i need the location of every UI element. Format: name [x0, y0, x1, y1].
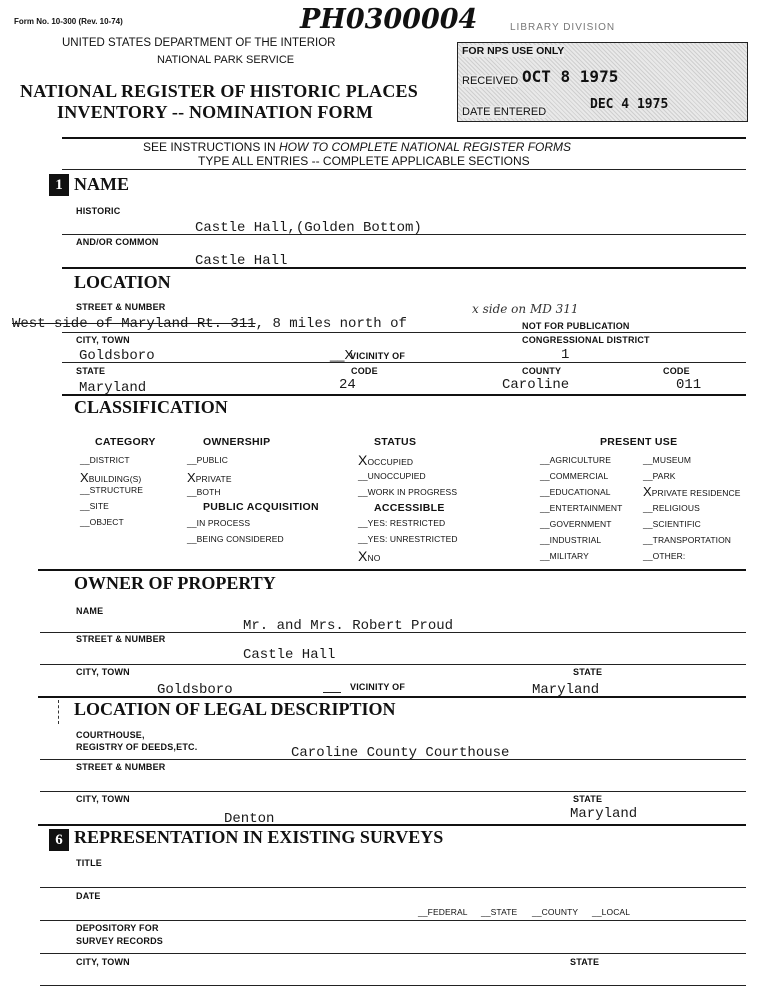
- street-value[interactable]: West side of Maryland Rt. 311, 8 miles north of: [12, 316, 407, 332]
- vicinity-label: VICINITY OF: [350, 351, 406, 361]
- legal-state-label: STATE: [573, 794, 603, 804]
- depository-label-1: DEPOSITORY FOR: [76, 923, 159, 933]
- code-value[interactable]: 24: [339, 377, 356, 393]
- common-value[interactable]: Castle Hall: [195, 253, 288, 269]
- use-transportation[interactable]: __TRANSPORTATION: [643, 535, 732, 545]
- owner-header: OWNER OF PROPERTY: [74, 573, 276, 593]
- location-header: LOCATION: [74, 272, 171, 292]
- accessible-no[interactable]: XNO: [358, 548, 381, 564]
- legal-city-value[interactable]: Denton: [224, 811, 275, 827]
- accessible-unrestricted[interactable]: __YES: UNRESTRICTED: [358, 534, 458, 544]
- survey-city-label: CITY, TOWN: [76, 957, 130, 967]
- public-acquisition-heading: PUBLIC ACQUISITION: [203, 501, 319, 513]
- use-religious[interactable]: __RELIGIOUS: [643, 503, 700, 513]
- code2-label: CODE: [663, 366, 690, 376]
- form-title-line2: INVENTORY -- NOMINATION FORM: [57, 102, 374, 122]
- historic-label: HISTORIC: [76, 206, 121, 216]
- ownership-public[interactable]: __PUBLIC: [187, 455, 228, 465]
- district-value[interactable]: 1: [561, 347, 570, 363]
- owner-city-value[interactable]: Goldsboro: [157, 682, 233, 698]
- city-value[interactable]: Goldsboro: [79, 348, 155, 364]
- street-label: STREET & NUMBER: [76, 302, 166, 312]
- department: UNITED STATES DEPARTMENT OF THE INTERIOR: [62, 37, 336, 49]
- form-title-line1: NATIONAL REGISTER OF HISTORIC PLACES: [20, 81, 418, 101]
- county-value[interactable]: Caroline: [502, 377, 570, 393]
- survey-date-label: DATE: [76, 891, 101, 901]
- owner-city-label: CITY, TOWN: [76, 667, 130, 677]
- owner-state-value[interactable]: Maryland: [532, 682, 600, 698]
- category-district[interactable]: __DISTRICT: [80, 455, 130, 465]
- legal-state-value[interactable]: Maryland: [570, 806, 638, 822]
- use-other[interactable]: __OTHER:: [643, 551, 686, 561]
- code2-value[interactable]: 011: [676, 377, 702, 393]
- received-value: OCT 8 1975: [522, 67, 619, 86]
- legal-city-label: CITY, TOWN: [76, 794, 130, 804]
- status-occupied[interactable]: XOCCUPIED: [358, 452, 414, 468]
- legal-header: LOCATION OF LEGAL DESCRIPTION: [74, 699, 396, 719]
- section-badge-1: 1: [49, 174, 69, 196]
- county-label: COUNTY: [522, 366, 562, 376]
- ownership-both[interactable]: __BOTH: [187, 487, 221, 497]
- survey-state-label: STATE: [570, 957, 600, 967]
- handwritten-id: PH0300004: [300, 4, 478, 35]
- use-agriculture[interactable]: __AGRICULTURE: [540, 455, 612, 465]
- district-label: CONGRESSIONAL DISTRICT: [522, 335, 650, 345]
- ownership-heading: OWNERSHIP: [203, 436, 271, 448]
- instructions-line1: SEE INSTRUCTIONS IN HOW TO COMPLETE NATIONAL REGISTER FORMS: [143, 140, 572, 154]
- acquisition-in-process[interactable]: __IN PROCESS: [187, 518, 251, 528]
- use-scientific[interactable]: __SCIENTIFIC: [643, 519, 701, 529]
- owner-street-label: STREET & NUMBER: [76, 634, 166, 644]
- classification-header: CLASSIFICATION: [74, 397, 228, 417]
- state-value[interactable]: Maryland: [79, 380, 147, 396]
- city-label: CITY, TOWN: [76, 335, 130, 345]
- acquisition-being-considered[interactable]: __BEING CONSIDERED: [187, 534, 284, 544]
- category-site[interactable]: __SITE: [80, 501, 109, 511]
- ownership-private[interactable]: XPRIVATE: [187, 470, 232, 485]
- use-entertainment[interactable]: __ENTERTAINMENT: [540, 503, 623, 513]
- depository-label-2: SURVEY RECORDS: [76, 936, 163, 946]
- street-handwritten: x side on MD 311: [472, 302, 579, 316]
- form-number: Form No. 10-300 (Rev. 10-74): [14, 17, 123, 26]
- use-industrial[interactable]: __INDUSTRIAL: [540, 535, 602, 545]
- date-entered-value: DEC 4 1975: [590, 97, 669, 112]
- survey-county[interactable]: __COUNTY: [532, 907, 579, 917]
- survey-state[interactable]: __STATE: [481, 907, 518, 917]
- surveys-header: REPRESENTATION IN EXISTING SURVEYS: [74, 827, 444, 847]
- category-object[interactable]: __OBJECT: [80, 517, 124, 527]
- date-entered-label: DATE ENTERED: [462, 106, 547, 118]
- historic-value[interactable]: Castle Hall,(Golden Bottom): [195, 220, 422, 236]
- owner-name-label: NAME: [76, 606, 104, 616]
- category-buildings[interactable]: XBUILDING(S): [80, 470, 142, 485]
- name-header: NAME: [74, 174, 129, 194]
- nps-box-label: FOR NPS USE ONLY: [462, 45, 565, 57]
- not-for-publication-label: NOT FOR PUBLICATION: [522, 321, 630, 331]
- use-government[interactable]: __GOVERNMENT: [540, 519, 612, 529]
- owner-street-value[interactable]: Castle Hall: [243, 647, 336, 663]
- received-label: RECEIVED: [462, 75, 519, 87]
- use-museum[interactable]: __MUSEUM: [643, 455, 692, 465]
- common-label: AND/OR COMMON: [76, 237, 159, 247]
- code-label: CODE: [351, 366, 378, 376]
- courthouse-value[interactable]: Caroline County Courthouse: [291, 745, 510, 761]
- status-unoccupied[interactable]: __UNOCCUPIED: [358, 471, 426, 481]
- legal-street-label: STREET & NUMBER: [76, 762, 166, 772]
- survey-federal[interactable]: __FEDERAL: [418, 907, 468, 917]
- use-private-residence[interactable]: XPRIVATE RESIDENCE: [643, 484, 741, 499]
- present-use-heading: PRESENT USE: [600, 436, 678, 448]
- use-commercial[interactable]: __COMMERCIAL: [540, 471, 609, 481]
- accessible-restricted[interactable]: __YES: RESTRICTED: [358, 518, 446, 528]
- instructions-line2: TYPE ALL ENTRIES -- COMPLETE APPLICABLE SECTIONS: [198, 154, 530, 168]
- owner-vicinity-label: VICINITY OF: [350, 682, 406, 692]
- library-stamp: LIBRARY DIVISION: [510, 22, 616, 33]
- nps-use-box: [457, 42, 748, 122]
- state-label: STATE: [76, 366, 106, 376]
- category-heading: CATEGORY: [95, 436, 156, 448]
- use-park[interactable]: __PARK: [643, 471, 676, 481]
- accessible-heading: ACCESSIBLE: [374, 502, 445, 514]
- courthouse-label-2: REGISTRY OF DEEDS,ETC.: [76, 742, 198, 752]
- status-work-in-progress[interactable]: __WORK IN PROGRESS: [358, 487, 458, 497]
- status-heading: STATUS: [374, 436, 417, 448]
- use-educational[interactable]: __EDUCATIONAL: [540, 487, 611, 497]
- category-structure[interactable]: __STRUCTURE: [80, 485, 143, 495]
- survey-title-label: TITLE: [76, 858, 102, 868]
- section-badge-6: 6: [49, 829, 69, 851]
- use-military[interactable]: __MILITARY: [540, 551, 589, 561]
- vicinity-mark[interactable]: __X: [330, 347, 354, 362]
- owner-state-label: STATE: [573, 667, 603, 677]
- courthouse-label-1: COURTHOUSE,: [76, 730, 145, 740]
- owner-name-value[interactable]: Mr. and Mrs. Robert Proud: [243, 618, 454, 634]
- survey-local[interactable]: __LOCAL: [592, 907, 631, 917]
- service: NATIONAL PARK SERVICE: [157, 54, 295, 66]
